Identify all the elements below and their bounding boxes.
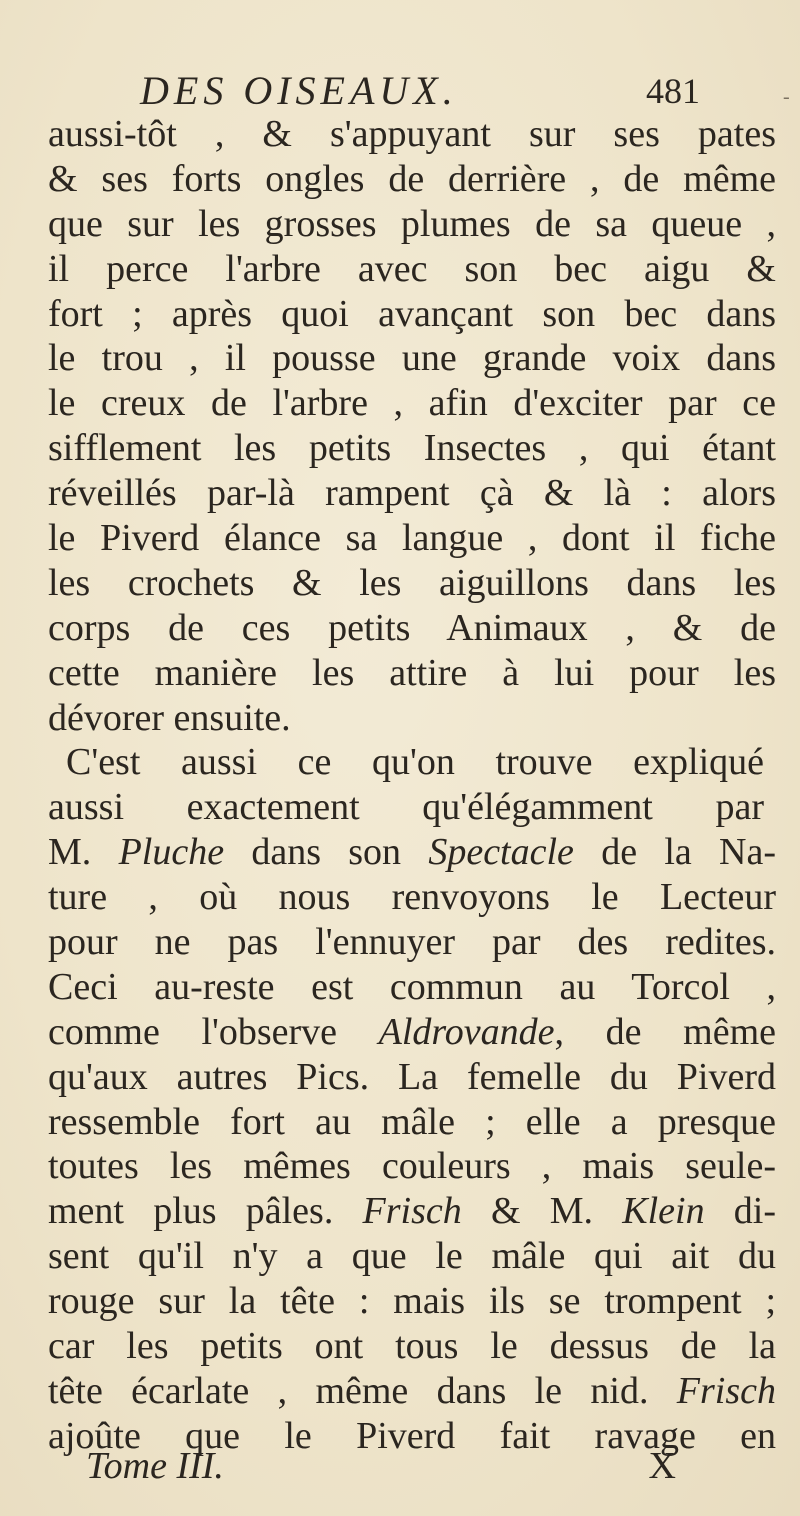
text-line: que sur les grosses plumes de sa queue , [48,202,776,245]
text-line: ajoûte que le Piverd fait ravage en [48,1414,776,1457]
author-name: Frisch [676,1369,776,1412]
text-line: & ses forts ongles de derrière , de même [48,157,776,200]
author-name: Frisch [362,1190,462,1233]
text-segment: M. [48,831,119,874]
text-segment: & M. [461,1190,623,1233]
text-line: ture , où nous renvoyons le Lecteur [48,876,776,919]
text-line: il perce l'arbre avec son bec aigu & [48,247,776,290]
text-segment: di- [704,1190,776,1233]
text-line: aussi exactement qu'élégamment par [48,786,764,829]
author-name: Klein [622,1190,705,1233]
text-line [48,1369,776,1414]
text-segment: tête écarlate , même dans le nid. [48,1369,677,1412]
text-line [48,1189,776,1234]
text-line: car les petits ont tous le dessus de la [48,1325,776,1368]
page-header [140,66,700,116]
volume-label: Tome III. [86,1445,224,1487]
text-line: aussi-tôt , & s'appuyant sur ses pates [48,113,776,155]
text-line: pour ne pas l'ennuyer par des redites. [48,921,776,964]
text-line: les crochets & les aiguillons dans les [48,561,776,604]
page-footer [86,1443,676,1489]
signature-mark: X [648,1445,676,1487]
text-line: qu'aux autres Pics. La femelle du Piverd [48,1055,776,1098]
text-line: Ceci au-reste est commun au Torcol , [48,965,776,1008]
text-line [48,830,776,875]
text-line: réveillés par-là rampent çà & là : alors [48,472,776,515]
text-line: le creux de l'arbre , afin d'exciter par ce [48,382,776,425]
text-line: le trou , il pousse une grande voix dans [48,337,776,380]
page-number: 481 [646,71,700,111]
text-line: dévorer ensuite. [48,696,291,739]
body-text [48,112,776,1459]
text-line: rouge sur la tête : mais ils se trompent ; [48,1280,776,1323]
text-line: C'est aussi ce qu'on trouve expliqué [66,741,764,784]
text-line: cette manière les attire à lui pour les [48,651,776,694]
text-line: le Piverd élance sa langue , dont il fiche [48,517,776,560]
text-segment: comme l'observe [48,1010,379,1053]
text-segment: , de même [554,1010,776,1053]
text-line: sent qu'il n'y a que le mâle qui ait du [48,1235,776,1278]
text-line: sifflement les petits Insectes , qui étant [48,427,776,470]
text-line: corps de ces petits Animaux , & de [48,606,776,649]
text-line: toutes les mêmes couleurs , mais seule- [48,1145,776,1188]
text-line: ressemble fort au mâle ; elle a presque [48,1100,776,1143]
text-segment: de la Na- [573,831,776,874]
book-title: Spectacle [428,831,574,874]
text-line: fort ; après quoi avançant son bec dans [48,292,776,335]
margin-mark: - [783,86,790,108]
running-title: DES OISEAUX. [140,68,458,113]
text-line [48,1010,776,1055]
text-segment: dans son [224,831,429,874]
author-name: Pluche [118,831,225,874]
text-segment: ment plus pâles. [48,1190,363,1233]
author-name: Aldrovande [378,1010,555,1053]
